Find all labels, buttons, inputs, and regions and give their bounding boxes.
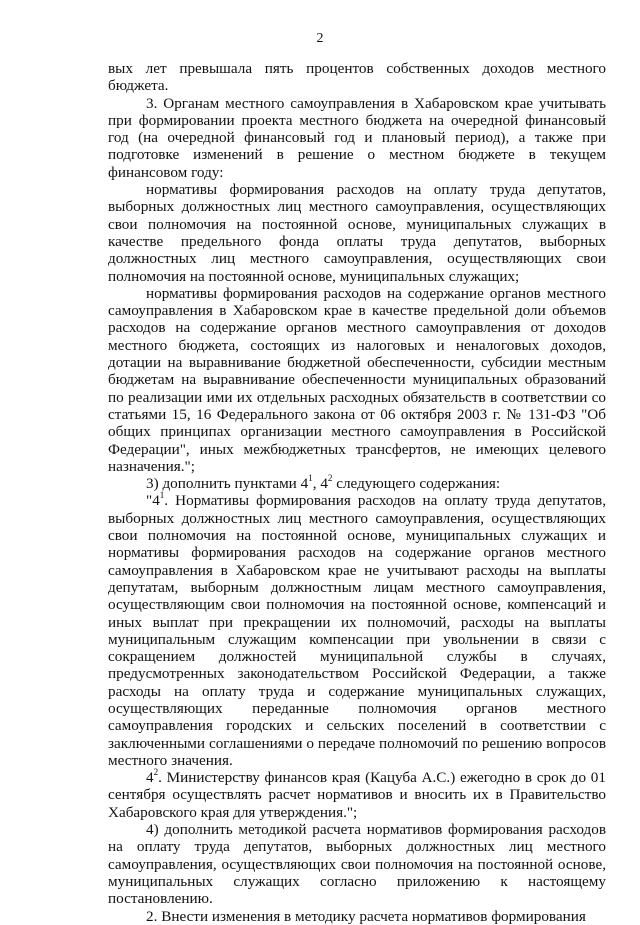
paragraph-labor-standards: нормативы формирования расходов на оплату труда депутатов, выборных должностных лиц местного самоуправления, осуществляющих свои полномочия на постоянной основе, муниципальных служащих в качестве предельного фонда оплаты труда депутатов, выборных должностных лиц местного самоуправления, осуществляющих свои полномочия на постоянной основе, муниципальных служащих; — [108, 181, 606, 285]
text-segment: "4 — [146, 492, 160, 510]
paragraph-item-3: 3. Органам местного самоуправления в Хабаровском крае учитывать при формировании проекта местного бюджета на очередной финансовый год (на очередной финансовый год и плановый период), а также при подготовке изменений в решение о местном бюджете в текущем финансовом году: — [108, 94, 606, 181]
page-number: 2 — [316, 31, 324, 46]
text-segment: следующего содержания: — [332, 475, 501, 493]
text-segment: 4 — [146, 769, 154, 787]
paragraph-item-4-2 — [108, 769, 606, 821]
text-segment: , 4 — [312, 475, 328, 493]
text-segment: 3) дополнить пунктами 4 — [146, 475, 309, 493]
paragraph-add-items — [108, 475, 606, 492]
superscript: 2 — [327, 473, 333, 484]
superscript: 2 — [153, 767, 159, 778]
paragraph-continuation: вых лет превышала пять процентов собственных доходов местного бюджета. — [108, 60, 606, 95]
document-body — [108, 60, 606, 925]
text-segment: . Нормативы формирования расходов на оплату труда депутатов, выборных должностных лиц местного самоуправления, осуществляющих свои полномочия на постоянной основе, муниципальных служащих и нормативы формирования расходов на содержание органов местного самоуправления в Хабаровском крае не учитывают расходы на выплаты депутатам, выборным должностным лицам местного самоуправления, осуществляющим свои полномочия на постоянной основе, компенсаций и иных выплат при прекращении их полномочий, расходы на выплаты муниципальным служащим компенсации при увольнении в связи с сокращением должностей муниципальной службы в случаях, предусмотренных законодательством Российской Федерации, а также расходы на оплату труда и содержание муниципальных служащих, осуществляющих переданные полномочия органов местного самоуправления городских и сельских поселений в соответствии с заключенными соглашениями о передаче полномочий по решению вопросов местного значения. — [108, 492, 606, 769]
superscript: 1 — [308, 473, 313, 484]
paragraph-item-2: 2. Внести изменения в методику расчета нормативов формирования — [146, 907, 586, 925]
paragraph-item-4-1 — [108, 492, 606, 769]
paragraph-methodology: 4) дополнить методикой расчета нормативов формирования расходов на оплату труда депутатов, выборных должностных лиц местного самоуправления, осуществляющих свои полномочия на постоянной основе, муниципальных служащих согласно приложению к настоящему постановлению. — [108, 821, 606, 908]
superscript: 1 — [159, 490, 165, 501]
paragraph-maintenance-standards: нормативы формирования расходов на содержание органов местного самоуправления в Хабаровском крае в качестве предельной доли объемов расходов на содержание органов местного самоуправления от доходов местного бюджета, состоящих из налоговых и неналоговых доходов, дотации на выравнивание бюджетной обеспеченности, субсидии местным бюджетам на выравнивание обеспеченности муниципальных образований по реализации ими их отдельных расходных обязательств в соответствии со статьями 15, 16 Федерального закона от 06 октября 2003 г. № 131-ФЗ "Об общих принципах организации местного самоуправления в Российской Федерации", иных межбюджетных трансфертов, не имеющих целевого назначения."; — [108, 284, 606, 475]
text-segment: . Министерству финансов края (Кацуба А.С.) ежегодно в срок до 01 сентября осуществлять расчет нормативов и вносить их в Правительство Хабаровского края для утверждения."; — [108, 769, 606, 821]
